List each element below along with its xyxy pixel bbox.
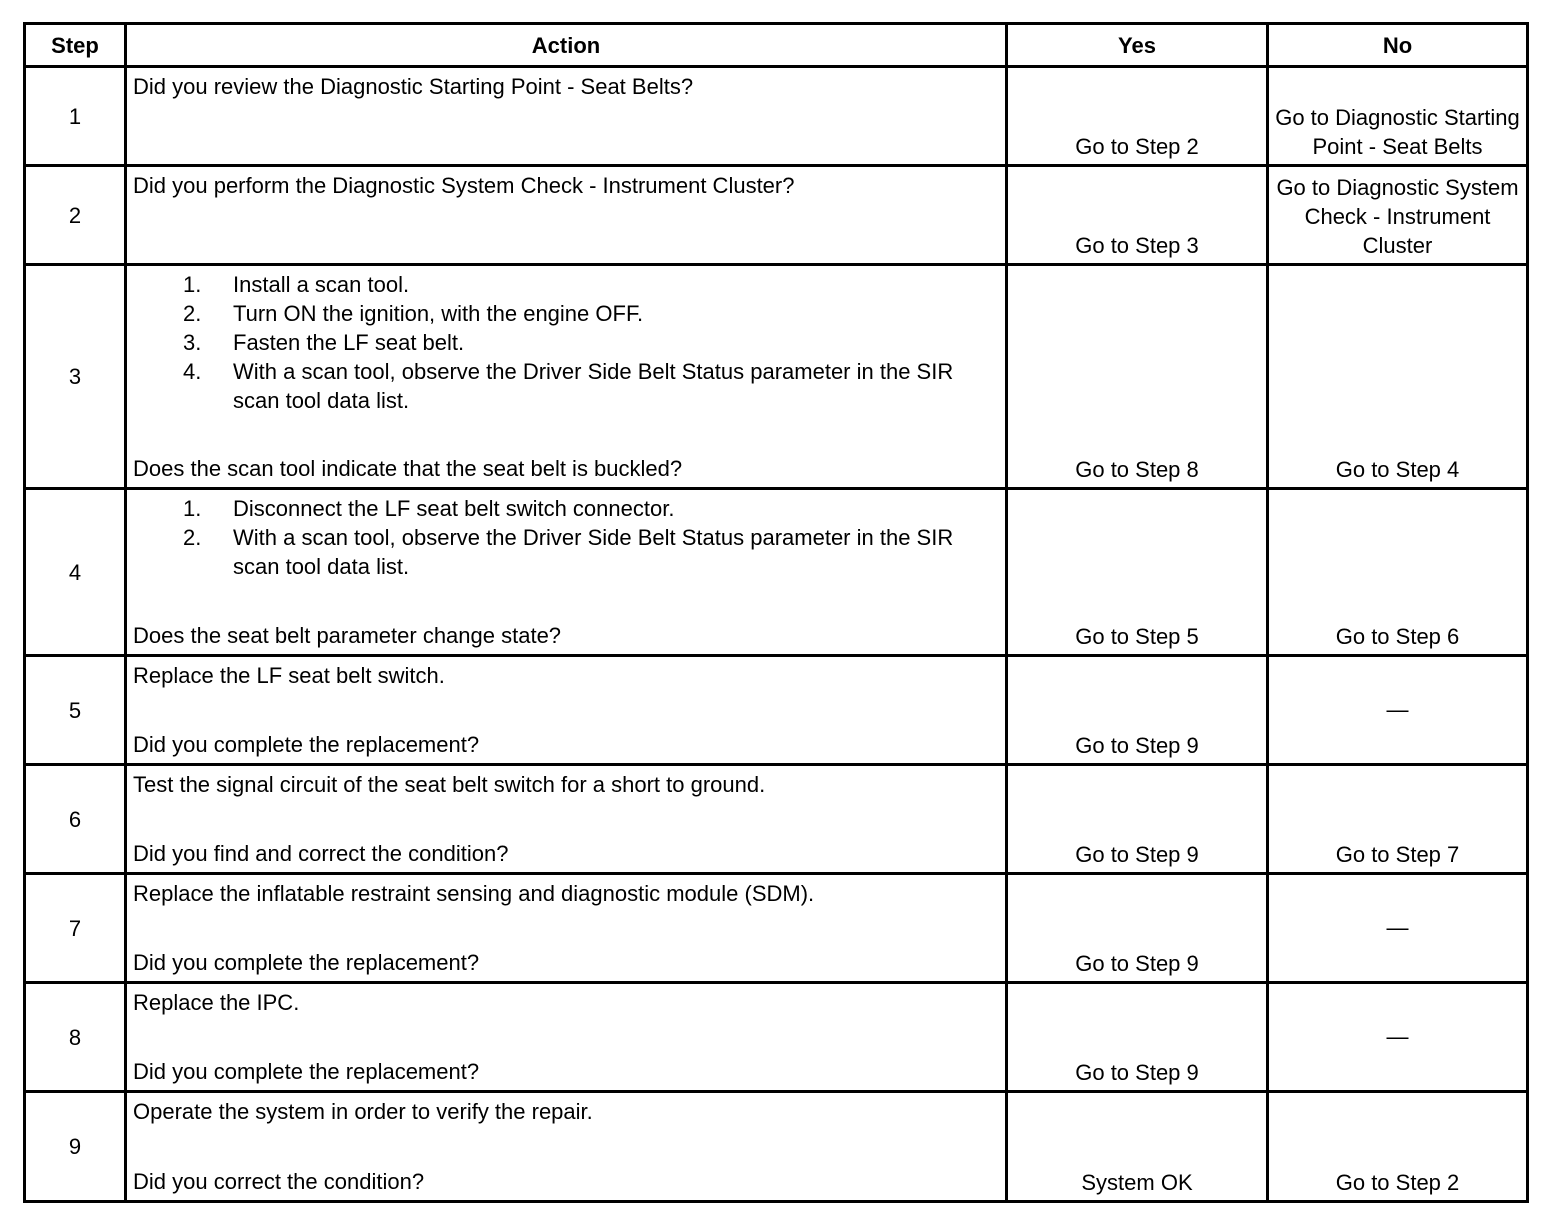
table-row xyxy=(25,983,1528,1092)
action-question: Did you find and correct the condition? xyxy=(133,841,509,866)
action-question: Did you complete the replacement? xyxy=(133,1059,480,1084)
step-number: 5 xyxy=(25,656,126,765)
no-cell: — xyxy=(1268,983,1528,1092)
no-cell: Go to Step 7 xyxy=(1268,765,1528,874)
header-action: Action xyxy=(126,24,1007,67)
no-cell: Go to Diagnostic System Check - Instrument Cluster xyxy=(1268,166,1528,265)
table-row xyxy=(25,656,1528,765)
yes-cell: Go to Step 9 xyxy=(1007,656,1268,765)
table-row xyxy=(25,166,1528,265)
action-cell xyxy=(126,489,1007,656)
header-no: No xyxy=(1268,24,1528,67)
step-number: 9 xyxy=(25,1092,126,1202)
yes-cell: Go to Step 9 xyxy=(1007,874,1268,983)
step-number: 2 xyxy=(25,166,126,265)
step-number: 4 xyxy=(25,489,126,656)
yes-cell: Go to Step 5 xyxy=(1007,489,1268,656)
action-intro: Replace the IPC. xyxy=(133,990,300,1015)
no-cell: Go to Step 6 xyxy=(1268,489,1528,656)
step-number: 1 xyxy=(25,67,126,166)
yes-cell: Go to Step 2 xyxy=(1007,67,1268,166)
no-cell: Go to Step 4 xyxy=(1268,265,1528,489)
action-steps-list xyxy=(133,270,999,415)
action-intro: Did you review the Diagnostic Starting Point - Seat Belts? xyxy=(133,74,694,99)
yes-cell: Go to Step 3 xyxy=(1007,166,1268,265)
list-item: 1. Disconnect the LF seat belt switch connector. xyxy=(183,496,675,521)
step-number: 7 xyxy=(25,874,126,983)
action-cell xyxy=(126,1092,1007,1202)
list-item: 2. With a scan tool, observe the Driver Side Belt Status parameter in the SIR scan tool data list. xyxy=(183,525,954,579)
table-row xyxy=(25,874,1528,983)
yes-cell: Go to Step 8 xyxy=(1007,265,1268,489)
list-item: 1. Install a scan tool. xyxy=(183,272,410,297)
action-cell xyxy=(126,265,1007,489)
yes-cell: Go to Step 9 xyxy=(1007,983,1268,1092)
action-cell xyxy=(126,983,1007,1092)
action-intro: Replace the inflatable restraint sensing and diagnostic module (SDM). xyxy=(133,881,815,906)
action-steps-list xyxy=(133,494,999,581)
list-item: 3. Fasten the LF seat belt. xyxy=(183,330,465,355)
step-number: 6 xyxy=(25,765,126,874)
action-intro: Did you perform the Diagnostic System Check - Instrument Cluster? xyxy=(133,173,795,198)
action-cell xyxy=(126,166,1007,265)
action-question: Does the seat belt parameter change state? xyxy=(133,623,562,648)
action-question: Did you correct the condition? xyxy=(133,1169,425,1194)
header-yes: Yes xyxy=(1007,24,1268,67)
header-row xyxy=(25,24,1528,67)
yes-cell: System OK xyxy=(1007,1092,1268,1202)
action-intro: Operate the system in order to verify the repair. xyxy=(133,1099,593,1124)
table-row xyxy=(25,765,1528,874)
no-cell: — xyxy=(1268,874,1528,983)
no-cell: Go to Step 2 xyxy=(1268,1092,1528,1202)
action-question: Does the scan tool indicate that the seat belt is buckled? xyxy=(133,456,683,481)
table-row xyxy=(25,265,1528,489)
header-step: Step xyxy=(25,24,126,67)
no-cell: Go to Diagnostic Starting Point - Seat Belts xyxy=(1268,67,1528,166)
table-row xyxy=(25,1092,1528,1202)
table-row xyxy=(25,489,1528,656)
step-number: 3 xyxy=(25,265,126,489)
action-intro: Test the signal circuit of the seat belt switch for a short to ground. xyxy=(133,772,766,797)
yes-cell: Go to Step 9 xyxy=(1007,765,1268,874)
action-cell xyxy=(126,765,1007,874)
action-cell xyxy=(126,874,1007,983)
list-item: 2. Turn ON the ignition, with the engine OFF. xyxy=(183,301,644,326)
diagnostic-table xyxy=(23,22,1529,1203)
table-row xyxy=(25,67,1528,166)
action-cell xyxy=(126,656,1007,765)
action-question: Did you complete the replacement? xyxy=(133,950,480,975)
action-cell xyxy=(126,67,1007,166)
action-intro: Replace the LF seat belt switch. xyxy=(133,663,445,688)
no-cell: — xyxy=(1268,656,1528,765)
action-question: Did you complete the replacement? xyxy=(133,732,480,757)
step-number: 8 xyxy=(25,983,126,1092)
list-item: 4. With a scan tool, observe the Driver Side Belt Status parameter in the SIR scan tool data list. xyxy=(183,359,954,413)
